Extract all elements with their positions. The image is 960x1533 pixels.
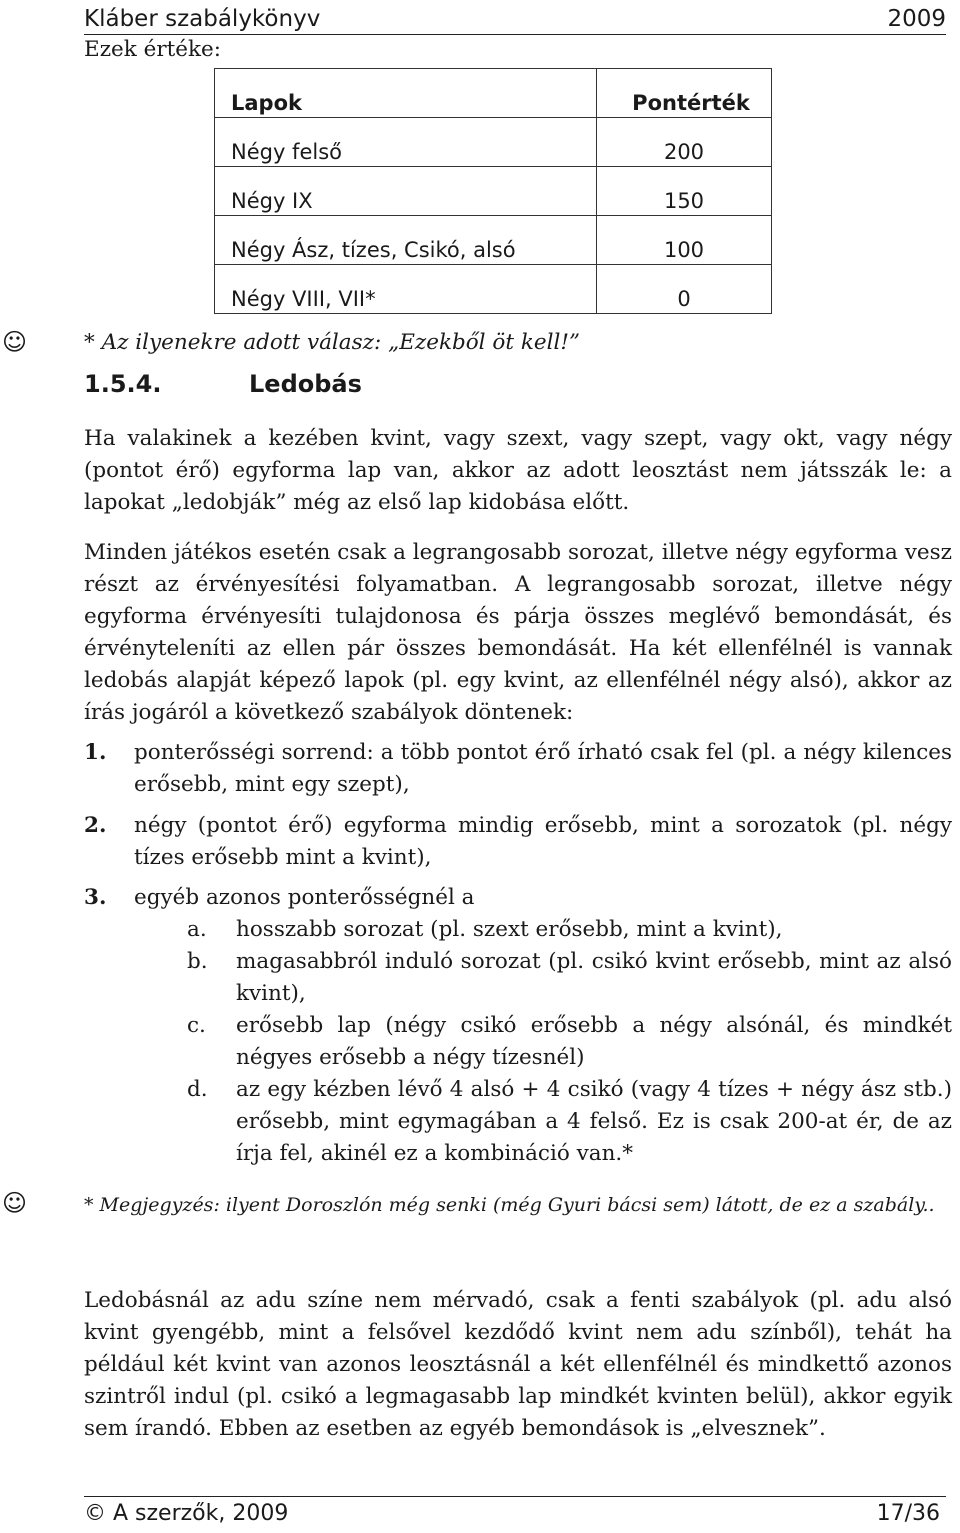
page-header	[84, 2, 946, 35]
table-row	[215, 118, 772, 167]
table-cell: 0	[597, 265, 772, 314]
table-footnote: * Az ilyenekre adott válasz: „Ezekből öt kell!”	[84, 330, 580, 355]
subrule-text: erősebb lap (négy csikó erősebb a négy alsónál, és mindkét négyes erősebb a négy tízesnél)	[236, 1013, 952, 1070]
page-footer	[84, 1496, 946, 1533]
header-year: 2009	[887, 6, 946, 32]
subrule-text: magasabbról induló sorozat (pl. csikó kvint erősebb, mint az alsó kvint),	[236, 949, 952, 1006]
table-cell: Négy felső	[215, 118, 597, 167]
paragraph: Minden játékos esetén csak a legrangosabb sorozat, illetve négy egyforma vesz részt az érvényesítési folyamatban. A legrangosabb sorozat, illetve négy egyforma érvényesíti tulajdonosa és párja összes meglévő bemondását, és érvényteleníti az ellen pár összes bemondását. Ha két ellenfélnél is vannak ledobás alapját képező lapok (pl. egy kvint, az ellenfélnél négy alsó), akkor az írás jogáról a következő szabályok döntenek:	[84, 540, 952, 725]
rule-text: négy (pontot érő) egyforma mindig erősebb, mint a sorozatok (pl. négy tízes erősebb mint a kvint),	[134, 813, 952, 870]
table-header-row	[215, 69, 772, 118]
subrule-text: az egy kézben lévő 4 alsó + 4 csikó (vagy 4 tízes + négy ász stb.) erősebb, mint egymagában a 4 felső. Ez is csak 200-at ér, de az írja fel, akinél ez a kombináció van.*	[236, 1077, 952, 1166]
points-table	[214, 68, 772, 314]
rule-number: 1.	[84, 740, 107, 765]
subrule-letter: a.	[187, 917, 207, 942]
table-cell: Négy VIII, VII*	[215, 265, 597, 314]
section-title: Ledobás	[249, 370, 362, 398]
section-number: 1.5.4.	[84, 370, 162, 398]
subrule-text: hosszabb sorozat (pl. szext erősebb, mint a kvint),	[236, 917, 783, 942]
table-row	[215, 167, 772, 216]
intro-text: Ezek értéke:	[84, 37, 221, 62]
rule-text: egyéb azonos ponterősségnél a	[134, 885, 475, 910]
table-header-cell: Lapok	[215, 69, 597, 118]
footer-copyright: © A szerzők, 2009	[84, 1501, 289, 1526]
subrule-letter: b.	[187, 949, 208, 974]
paragraph: Ha valakinek a kezében kvint, vagy szext, vagy szept, vagy okt, vagy négy (pontot érő) egyforma lap van, akkor az adott leosztást nem játsszák le: a lapokat „ledobják” még az első lap kidobása előtt.	[84, 426, 952, 515]
smiley-icon: ☺	[2, 328, 28, 356]
smiley-icon: ☺	[2, 1189, 28, 1217]
table-header-cell: Pontérték	[597, 69, 772, 118]
subrule-letter: d.	[187, 1077, 208, 1102]
subrule-letter: c.	[187, 1013, 206, 1038]
table-cell: 100	[597, 216, 772, 265]
table-cell: 200	[597, 118, 772, 167]
rule-number: 3.	[84, 885, 107, 910]
table-row	[215, 216, 772, 265]
header-title: Kláber szabálykönyv	[84, 6, 321, 32]
page-number: 17/36	[876, 1501, 940, 1526]
rule-number: 2.	[84, 813, 107, 838]
paragraph: Ledobásnál az adu színe nem mérvadó, csak a fenti szabályok (pl. adu alsó kvint gyengébb, mint a felsővel kezdődő kvint nem adu színből), tehát ha például két kvint van azonos leosztásnál a két ellenfélnél és mindkettő azonos szintről indul (pl. csikó a legmagasabb lap mindkét kvinten belül), akkor egyik sem írandó. Ebben az esetben az egyéb bemondások is „elvesznek”.	[84, 1288, 952, 1441]
table-cell: Négy Ász, tízes, Csikó, alsó	[215, 216, 597, 265]
remark-note: * Megjegyzés: ilyent Doroszlón még senki (még Gyuri bácsi sem) látott, de ez a szabály..	[84, 1194, 935, 1216]
table-cell: 150	[597, 167, 772, 216]
rule-text: ponterősségi sorrend: a több pontot érő írható csak fel (pl. a négy kilences erősebb, mint egy szept),	[134, 740, 952, 797]
table-cell: Négy IX	[215, 167, 597, 216]
table-row	[215, 265, 772, 314]
